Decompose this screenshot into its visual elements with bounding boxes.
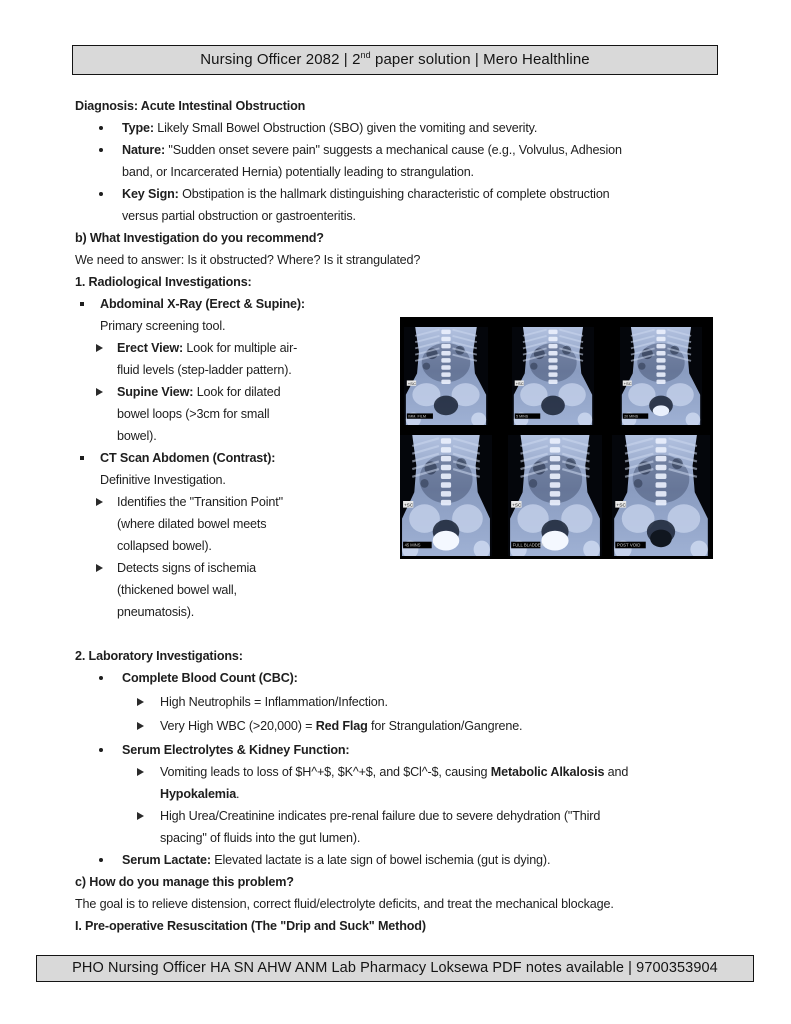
doc-line: [0, 849, 791, 871]
doc-text-segment: Key Sign:: [122, 187, 179, 201]
doc-text-segment: versus partial obstruction or gastroenteritis.: [122, 209, 356, 223]
doc-line: [0, 667, 791, 689]
doc-text-segment: 1. Radiological Investigations:: [75, 275, 252, 289]
svg-text:5 MINS: 5 MINS: [516, 414, 529, 419]
bullet-icon: [99, 148, 103, 152]
doc-text-segment: Type:: [122, 121, 154, 135]
doc-line: [0, 915, 791, 937]
doc-text-segment: c) How do you manage this problem?: [75, 875, 294, 889]
xray-panel: [508, 435, 602, 556]
doc-text-segment: Elevated lactate is a late sign of bowel ischemia (gut is dying).: [210, 853, 551, 867]
doc-line: [0, 579, 791, 601]
svg-text:45 MINS: 45 MINS: [404, 542, 421, 548]
doc-line: [0, 783, 791, 805]
doc-line: [0, 601, 791, 623]
svg-text:+SC: +SC: [512, 503, 522, 509]
doc-text-segment: Likely Small Bowel Obstruction (SBO) given the vomiting and severity.: [153, 121, 538, 135]
doc-line: [0, 139, 791, 161]
xray-panel: [404, 327, 488, 425]
svg-text:20 MINS: 20 MINS: [624, 414, 639, 419]
doc-line: [0, 271, 791, 293]
doc-text-segment: for Strangulation/Gangrene.: [367, 719, 523, 733]
doc-line: [0, 805, 791, 827]
doc-line: [0, 205, 791, 227]
doc-text-segment: and: [604, 765, 629, 779]
doc-line: [0, 893, 791, 915]
footer-banner: [36, 955, 754, 982]
bullet-icon: [99, 858, 103, 862]
svg-text:+SC: +SC: [623, 380, 632, 386]
doc-line: [0, 161, 791, 183]
doc-text-segment: pneumatosis).: [117, 605, 195, 619]
arrow-bullet-icon: [96, 344, 103, 352]
arrow-bullet-icon: [137, 768, 144, 776]
bullet-icon: [99, 748, 103, 752]
doc-line: [0, 715, 791, 737]
doc-text-segment: bowel loops (>3cm for small: [117, 407, 270, 421]
doc-line: [0, 827, 791, 849]
bullet-icon: [99, 126, 103, 130]
xray-panel: [512, 327, 594, 425]
doc-text-segment: fluid levels (step-ladder pattern).: [117, 363, 292, 377]
arrow-bullet-icon: [96, 498, 103, 506]
doc-text-segment: Identifies the "Transition Point": [117, 495, 283, 509]
doc-text-segment: bowel).: [117, 429, 157, 443]
doc-text-segment: Look for dilated: [193, 385, 281, 399]
doc-text-segment: Look for multiple air-: [183, 341, 298, 355]
xray-panel: [612, 435, 710, 556]
xray-panel: [620, 327, 702, 425]
doc-text-segment: collapsed bowel).: [117, 539, 212, 553]
doc-text-segment: Supine View:: [117, 385, 194, 399]
doc-line: [0, 739, 791, 761]
doc-text-segment: Vomiting leads to loss of $H^+$, $K^+$, and $Cl^-$, causing: [160, 765, 491, 779]
doc-line: [0, 227, 791, 249]
doc-text-segment: (thickened bowel wall,: [117, 583, 237, 597]
arrow-bullet-icon: [137, 812, 144, 820]
doc-text-segment: band, or Incarcerated Hernia) potentially leading to strangulation.: [122, 165, 474, 179]
doc-text-segment: Erect View:: [117, 341, 184, 355]
doc-text-segment: High Urea/Creatinine indicates pre-renal failure due to severe dehydration ("Third: [160, 809, 601, 823]
doc-line: [0, 871, 791, 893]
doc-text-segment: CT Scan Abdomen (Contrast):: [100, 451, 276, 465]
doc-line: [0, 557, 791, 579]
doc-text-segment: Red Flag: [315, 719, 368, 733]
doc-text-segment: Serum Electrolytes & Kidney Function:: [122, 743, 350, 757]
doc-text-segment: We need to answer: Is it obstructed? Where? Is it strangulated?: [75, 253, 421, 267]
doc-line: [0, 249, 791, 271]
doc-line: [0, 293, 791, 315]
doc-line: [0, 117, 791, 139]
doc-text-segment: Complete Blood Count (CBC):: [122, 671, 298, 685]
footer-text: PHO Nursing Officer HA SN AHW ANM Lab Pharmacy Loksewa PDF notes available | 9700353904: [72, 960, 718, 976]
doc-text-segment: Abdominal X-Ray (Erect & Supine):: [100, 297, 305, 311]
doc-text-segment: Nature:: [122, 143, 166, 157]
header-title-prefix: Nursing Officer 2082 | 2: [200, 51, 361, 68]
doc-text-segment: Metabolic Alkalosis: [490, 765, 605, 779]
doc-text-segment: Diagnosis: Acute Intestinal Obstruction: [75, 99, 306, 113]
doc-text-segment: Detects signs of ischemia: [117, 561, 257, 575]
svg-text:POST VOID: POST VOID: [616, 542, 641, 548]
doc-line: [0, 691, 791, 713]
header-title-ordinal: nd: [360, 50, 371, 60]
doc-text-segment: I. Pre-operative Resuscitation (The "Drip and Suck" Method): [75, 919, 426, 933]
doc-text-segment: Serum Lactate:: [122, 853, 211, 867]
svg-text:+SC: +SC: [616, 503, 626, 509]
arrow-bullet-icon: [137, 698, 144, 706]
doc-text-segment: Hypokalemia: [160, 787, 237, 801]
bullet-icon: [99, 192, 103, 196]
doc-text-segment: 2. Laboratory Investigations:: [75, 649, 243, 663]
doc-text-segment: The goal is to relieve distension, correct fluid/electrolyte deficits, and treat the mechanical blockage.: [75, 897, 614, 911]
xray-panel: [400, 435, 492, 556]
arrow-bullet-icon: [96, 564, 103, 572]
svg-text:IMM. FILM: IMM. FILM: [408, 414, 426, 419]
doc-text-segment: High Neutrophils = Inflammation/Infection.: [160, 695, 388, 709]
doc-text-segment: Primary screening tool.: [100, 319, 226, 333]
square-bullet-icon: [80, 302, 84, 306]
doc-text-segment: Very High WBC (>20,000) =: [160, 719, 316, 733]
bullet-icon: [99, 676, 103, 680]
arrow-bullet-icon: [137, 722, 144, 730]
header-title-suffix: paper solution | Mero Healthline: [370, 51, 590, 68]
doc-text-segment: Definitive Investigation.: [100, 473, 226, 487]
doc-text-segment: Obstipation is the hallmark distinguishing characteristic of complete obstruction: [178, 187, 610, 201]
doc-text-segment: "Sudden onset severe pain" suggests a mechanical cause (e.g., Volvulus, Adhesion: [165, 143, 622, 157]
arrow-bullet-icon: [96, 388, 103, 396]
header-banner: [72, 45, 718, 75]
doc-line: [0, 645, 791, 667]
doc-line: [0, 95, 791, 117]
doc-text-segment: (where dilated bowel meets: [117, 517, 267, 531]
svg-text:+SC: +SC: [515, 380, 524, 386]
doc-line: [0, 761, 791, 783]
doc-text-segment: spacing" of fluids into the gut lumen).: [160, 831, 361, 845]
svg-text:FULL BLADDER: FULL BLADDER: [512, 542, 544, 548]
svg-text:+SC: +SC: [404, 503, 414, 509]
doc-text-segment: .: [236, 787, 240, 801]
svg-text:+SC: +SC: [407, 381, 416, 386]
square-bullet-icon: [80, 456, 84, 460]
doc-line: [0, 183, 791, 205]
doc-text-segment: b) What Investigation do you recommend?: [75, 231, 324, 245]
xray-figure: [400, 317, 713, 559]
